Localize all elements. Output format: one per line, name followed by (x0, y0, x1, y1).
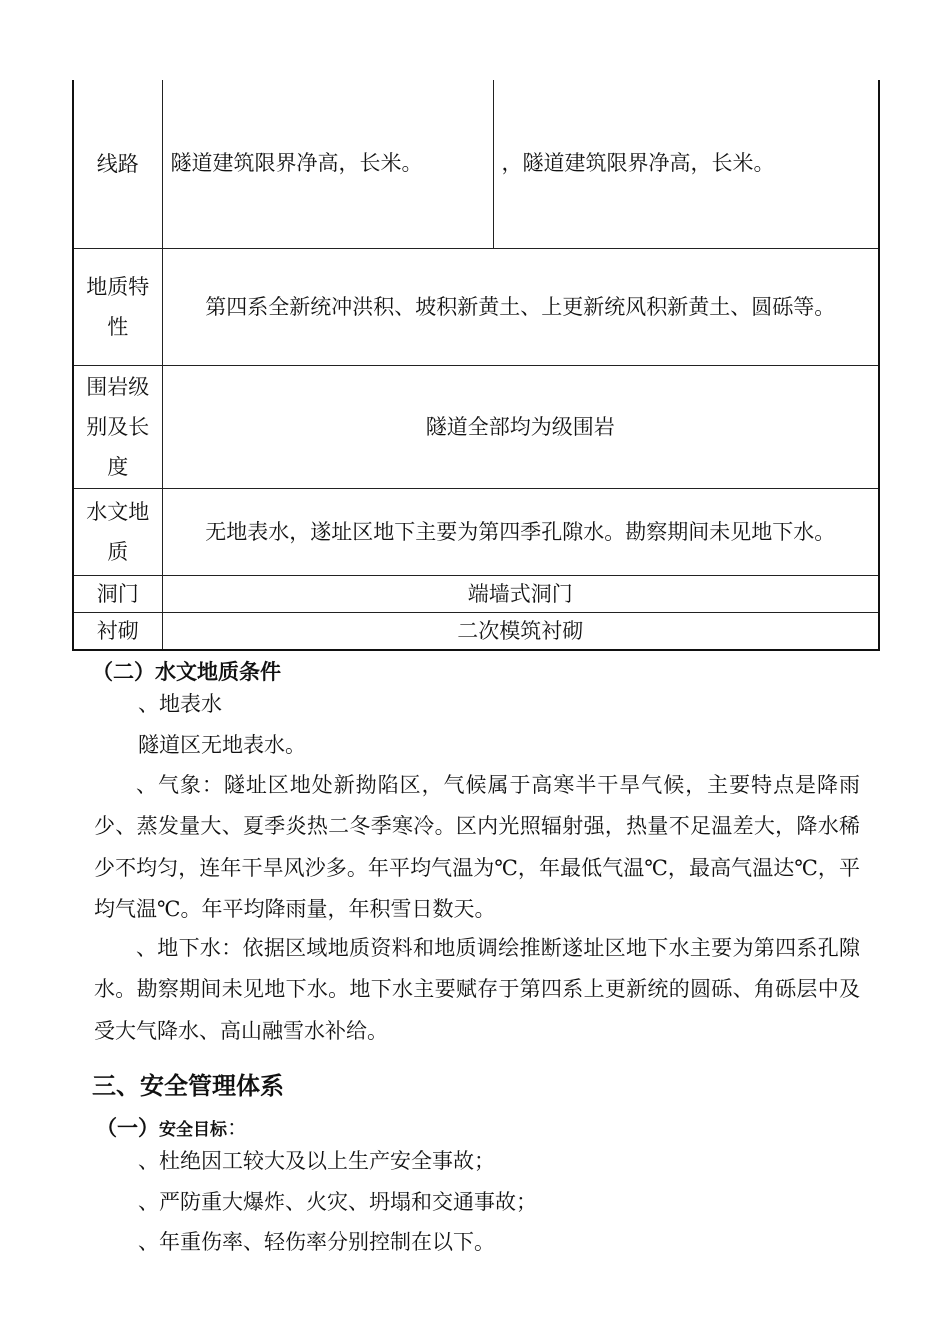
row-label-lining: 衬砌 (73, 612, 162, 650)
groundwater-paragraph: 、地下水：依据区域地质资料和地质调绘推断遂址区地下水主要为第四系孔隙水。勘察期间未见地下水。地下水主要赋存于第四系上更新统的圆砾、角砾层中及受大气降水、高山融雪水补给。 (94, 936, 860, 1043)
safety-goal-prefix: （一） (96, 1116, 159, 1140)
portal-value: 端墙式洞门 (162, 575, 879, 612)
table-row-geology (73, 248, 879, 365)
route-left-text: 隧道建筑限界净高，长米。 (170, 150, 423, 175)
route-left-cell (162, 80, 493, 248)
row-label-hydrogeology: 水文地质 (73, 488, 162, 575)
surface-water-item: 、地表水 (138, 692, 222, 716)
row-label-geology: 地质特性 (73, 248, 162, 365)
row-label-route: 线路 (73, 80, 162, 248)
table-row-rock-grade (73, 365, 879, 488)
surface-water-text: 隧道区无地表水。 (138, 733, 306, 757)
safety-system-heading: 三、安全管理体系 (92, 1072, 284, 1100)
safety-goal-item: 、杜绝因工较大及以上生产安全事故； (138, 1149, 495, 1173)
row-label-rock-grade: 围岩级别及长度 (73, 365, 162, 488)
route-right-text: ，隧道建筑限界净高，长米。 (501, 150, 775, 175)
lining-value: 二次模筑衬砌 (162, 612, 879, 650)
geology-value: 第四系全新统冲洪积、坡积新黄土、上更新统风积新黄土、圆砾等。 (162, 248, 879, 365)
route-right-cell (493, 80, 879, 248)
table-row-portal (73, 575, 879, 612)
safety-goal-title: 安全目标 (159, 1120, 227, 1140)
row-label-portal: 洞门 (73, 575, 162, 612)
safety-goal-item: 、严防重大爆炸、火灾、坍塌和交通事故； (138, 1190, 537, 1214)
table-row-route (73, 80, 879, 248)
climate-paragraph: 、气象：隧址区地处新拗陷区，气候属于高寒半干旱气候，主要特点是降雨少、蒸发量大、夏季炎热二冬季寒冷。区内光照辐射强，热量不足温差大，降水稀少不均匀，连年干旱风沙多。年平均气温为℃，年最低气温℃，最高气温达℃，平均气温℃。年平均降雨量，年积雪日数天。 (94, 773, 860, 921)
safety-goal-suffix: ： (227, 1116, 248, 1140)
hydrogeology-value: 无地表水，遂址区地下主要为第四季孔隙水。勘察期间未见地下水。 (162, 488, 879, 575)
hydro-section-heading: （二）水文地质条件 (92, 660, 281, 684)
rock-grade-value: 隧道全部均为级围岩 (162, 365, 879, 488)
table-row-lining (73, 612, 879, 650)
safety-goal-item: 、年重伤率、轻伤率分别控制在以下。 (138, 1230, 495, 1254)
table-row-hydrogeology (73, 488, 879, 575)
tunnel-spec-table (72, 80, 880, 651)
